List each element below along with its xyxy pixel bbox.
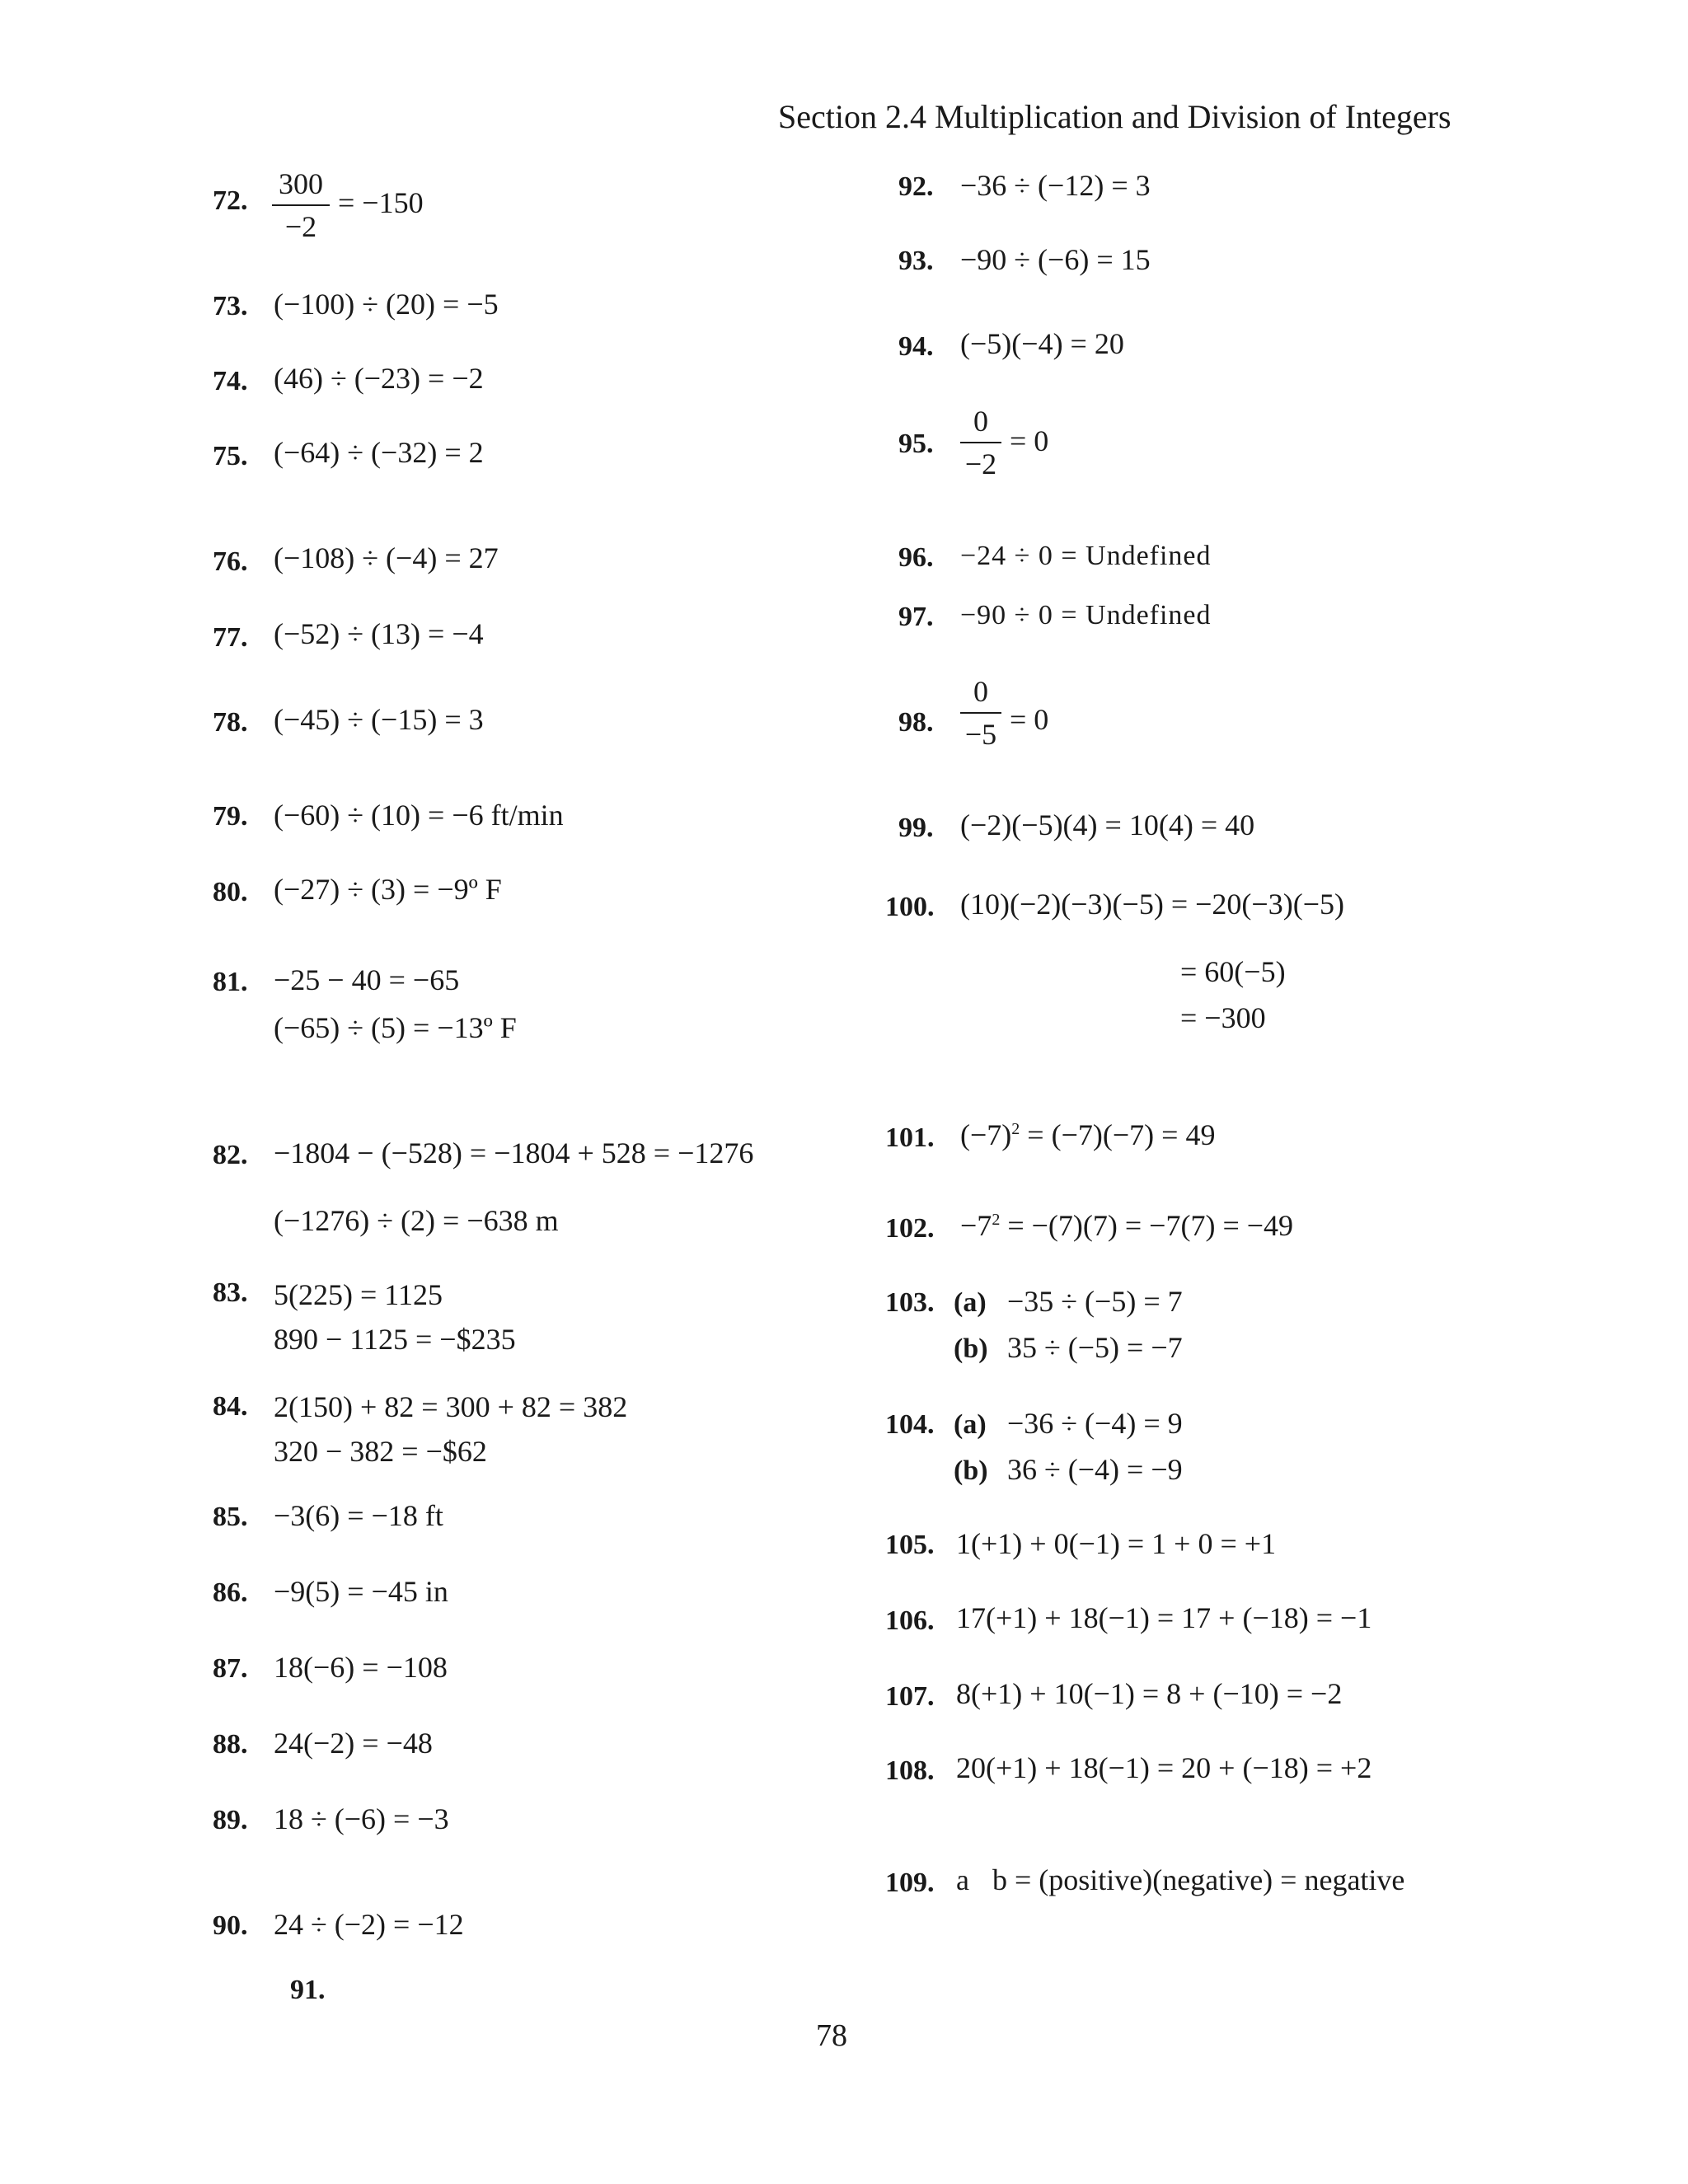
problem-78-number: 78.: [213, 707, 248, 738]
problem-102-expr: [960, 1208, 1293, 1243]
problem-105-expr: 1(+1) + 0(−1) = 1 + 0 = +1: [956, 1527, 1277, 1560]
problem-102-number: 102.: [885, 1213, 935, 1244]
problem-75-number: 75.: [213, 441, 248, 471]
problem-98-number: 98.: [898, 707, 934, 738]
problem-96-expr: −24 ÷ 0 = Undefined: [960, 541, 1212, 571]
problem-108-expr: 20(+1) + 18(−1) = 20 + (−18) = +2: [956, 1751, 1372, 1784]
problem-100-line3: = −300: [1180, 1001, 1266, 1034]
problem-109-number: 109.: [885, 1868, 935, 1898]
problem-95-result: = 0: [1010, 424, 1049, 457]
problem-93-number: 93.: [898, 246, 934, 276]
problem-83-line2: 890 − 1125 = −$235: [274, 1323, 516, 1356]
problem-102-base: −7: [960, 1209, 992, 1242]
problem-84-line1: 2(150) + 82 = 300 + 82 = 382: [274, 1390, 628, 1423]
problem-73-expr: (−100) ÷ (20) = −5: [274, 288, 499, 321]
problem-80-expr: (−27) ÷ (3) = −9º F: [274, 873, 502, 906]
problem-95-number: 95.: [898, 429, 934, 459]
problem-74-expr: (46) ÷ (−23) = −2: [274, 362, 484, 395]
problem-104-number: 104.: [885, 1409, 935, 1440]
problem-104-b-expr: 36 ÷ (−4) = −9: [1007, 1453, 1183, 1486]
problem-83-number: 83.: [213, 1277, 248, 1308]
problem-87-number: 87.: [213, 1653, 248, 1684]
problem-73-number: 73.: [213, 291, 248, 321]
problem-94-expr: (−5)(−4) = 20: [960, 327, 1124, 360]
problem-79-number: 79.: [213, 801, 248, 832]
problem-82-number: 82.: [213, 1140, 248, 1170]
problem-96-number: 96.: [898, 542, 934, 573]
problem-99-number: 99.: [898, 813, 934, 843]
problem-93-expr: −90 ÷ (−6) = 15: [960, 243, 1151, 276]
problem-88-number: 88.: [213, 1729, 248, 1760]
problem-72-fraction: [272, 166, 330, 244]
problem-102-exponent: 2: [992, 1211, 1001, 1229]
problem-72-denominator: −2: [284, 210, 317, 243]
problem-100-number: 100.: [885, 892, 935, 922]
problem-77-number: 77.: [213, 622, 248, 653]
problem-82-line2: (−1276) ÷ (2) = −638 m: [274, 1204, 559, 1237]
problem-86-number: 86.: [213, 1577, 248, 1608]
problem-74-number: 74.: [213, 366, 248, 396]
problem-95-numerator: 0: [973, 405, 988, 438]
problem-108-number: 108.: [885, 1755, 935, 1786]
problem-98-denominator: −5: [964, 718, 997, 751]
problem-81-line2: (−65) ÷ (5) = −13º F: [274, 1011, 517, 1044]
fraction-bar: [272, 204, 330, 206]
problem-81-number: 81.: [213, 967, 248, 997]
problem-90-expr: 24 ÷ (−2) = −12: [274, 1908, 464, 1941]
problem-91-number: 91.: [290, 1975, 326, 2005]
problem-72-result: = −150: [338, 186, 424, 219]
problem-103-a-expr: −35 ÷ (−5) = 7: [1007, 1285, 1183, 1318]
section-header: Section 2.4 Multiplication and Division of Integers: [778, 98, 1451, 135]
problem-90-number: 90.: [213, 1910, 248, 1941]
problem-97-expr: −90 ÷ 0 = Undefined: [960, 600, 1212, 630]
fraction-bar: [960, 442, 1001, 443]
problem-107-expr: 8(+1) + 10(−1) = 8 + (−10) = −2: [956, 1677, 1343, 1710]
problem-106-number: 106.: [885, 1605, 935, 1636]
problem-100-line1: (10)(−2)(−3)(−5) = −20(−3)(−5): [960, 888, 1344, 921]
problem-75-expr: (−64) ÷ (−32) = 2: [274, 436, 484, 469]
problem-85-expr: −3(6) = −18 ft: [274, 1499, 443, 1532]
problem-103-number: 103.: [885, 1287, 935, 1318]
problem-77-expr: (−52) ÷ (13) = −4: [274, 617, 484, 650]
problem-97-number: 97.: [898, 602, 934, 632]
problem-104-a-label: (a): [954, 1409, 987, 1440]
problem-82-line1: −1804 − (−528) = −1804 + 528 = −1276: [274, 1137, 754, 1169]
problem-101-expr: [960, 1118, 1215, 1152]
problem-89-expr: 18 ÷ (−6) = −3: [274, 1802, 449, 1835]
problem-104-a-expr: −36 ÷ (−4) = 9: [1007, 1407, 1183, 1440]
problem-101-exponent: 2: [1011, 1120, 1020, 1138]
problem-85-number: 85.: [213, 1502, 248, 1532]
problem-83-line1: 5(225) = 1125: [274, 1278, 443, 1311]
problem-72-numerator: 300: [279, 167, 323, 200]
problem-79-expr: (−60) ÷ (10) = −6 ft/min: [274, 799, 564, 832]
problem-103-b-label: (b): [954, 1333, 988, 1364]
problem-102-rest: = −(7)(7) = −7(7) = −49: [1007, 1209, 1294, 1242]
problem-81-line1: −25 − 40 = −65: [274, 963, 460, 996]
problem-88-expr: 24(−2) = −48: [274, 1727, 433, 1760]
problem-98-fraction: [960, 674, 1001, 752]
problem-104-b-label: (b): [954, 1455, 988, 1486]
fraction-bar: [960, 712, 1001, 714]
problem-103-a-label: (a): [954, 1287, 987, 1318]
problem-86-expr: −9(5) = −45 in: [274, 1575, 448, 1608]
problem-76-number: 76.: [213, 546, 248, 577]
problem-84-number: 84.: [213, 1391, 248, 1422]
problem-95-denominator: −2: [964, 448, 997, 480]
problem-109-expr: a⃞b = (positive)(negative) = negative: [956, 1863, 1405, 1896]
problem-101-base: (−7): [960, 1118, 1012, 1151]
problem-99-expr: (−2)(−5)(4) = 10(4) = 40: [960, 808, 1255, 841]
problem-95-fraction: [960, 404, 1001, 481]
problem-98-result: = 0: [1010, 703, 1049, 736]
problem-72-number: 72.: [213, 185, 248, 216]
problem-94-number: 94.: [898, 331, 934, 362]
problem-76-expr: (−108) ÷ (−4) = 27: [274, 541, 499, 574]
page-number: 78: [816, 2018, 847, 2053]
problem-92-expr: −36 ÷ (−12) = 3: [960, 169, 1151, 202]
problem-101-rest: = (−7)(−7) = 49: [1027, 1118, 1216, 1151]
problem-89-number: 89.: [213, 1805, 248, 1835]
problem-100-line2: = 60(−5): [1180, 955, 1286, 988]
problem-101-number: 101.: [885, 1122, 935, 1153]
problem-98-numerator: 0: [973, 675, 988, 708]
problem-87-expr: 18(−6) = −108: [274, 1651, 448, 1684]
problem-84-line2: 320 − 382 = −$62: [274, 1435, 487, 1468]
problem-105-number: 105.: [885, 1530, 935, 1560]
problem-107-number: 107.: [885, 1681, 935, 1712]
problem-103-b-expr: 35 ÷ (−5) = −7: [1007, 1331, 1183, 1364]
problem-92-number: 92.: [898, 171, 934, 202]
problem-106-expr: 17(+1) + 18(−1) = 17 + (−18) = −1: [956, 1601, 1372, 1634]
problem-78-expr: (−45) ÷ (−15) = 3: [274, 703, 484, 736]
problem-80-number: 80.: [213, 877, 248, 907]
